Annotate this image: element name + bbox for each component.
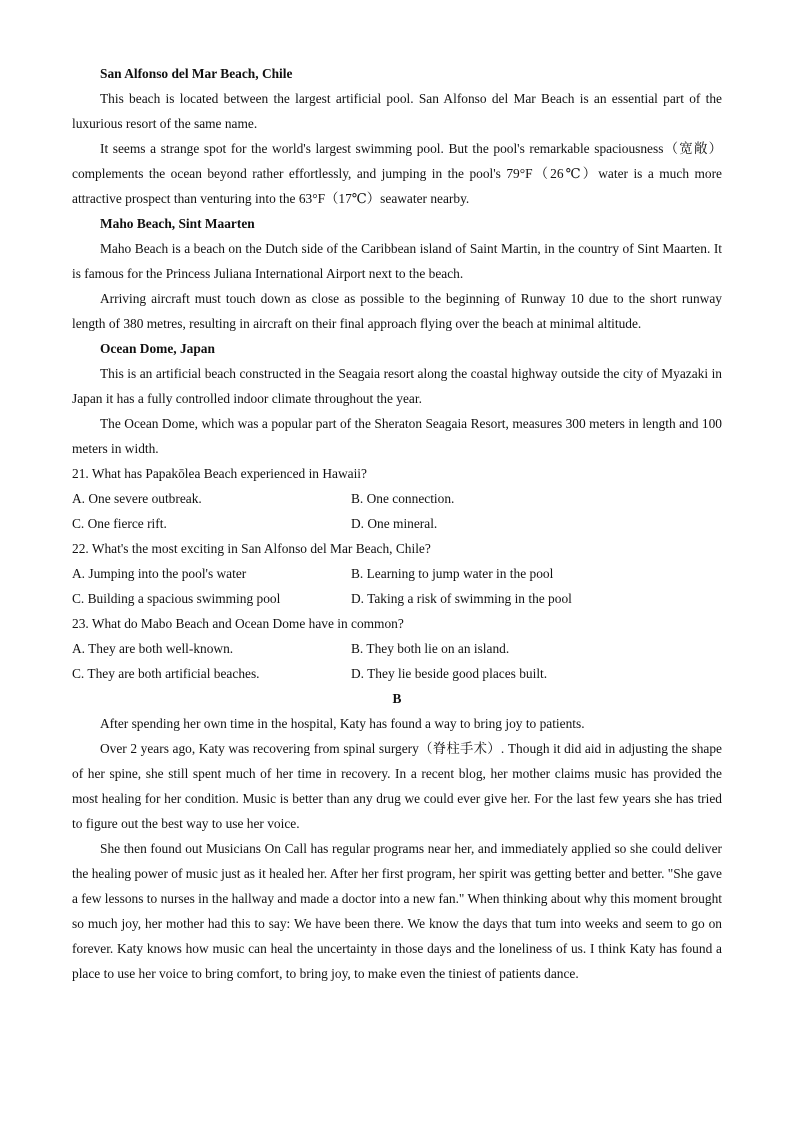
option-b: B. One connection.	[351, 491, 455, 506]
option-a: A. They are both well-known.	[72, 641, 234, 656]
question-stem: 22. What's the most exciting in San Alfonso del Mar Beach, Chile?	[72, 541, 431, 556]
paragraph: The Ocean Dome, which was a popular part of the Sheraton Seagaia Resort, measures 300 meters in length and 100 meters in width.	[72, 416, 722, 456]
question-stem: 21. What has Papakōlea Beach experienced in Hawaii?	[72, 466, 367, 481]
paragraph: She then found out Musicians On Call has regular programs near her, and immediately applied so she could deliver the healing power of music just as it healed her. After her first program, her spirit was getting better and better. "She gave a few lessons to nurses in the hallway and made a doctor into a new fan." When thinking about why this moment brought so much joy, her mother had this to say: We have been there. We know the days that tum into weeks and seem to go on forever. Katy knows how music can heal the uncertainty in those days and the loneliness of us. I think Katy has found a place to use her voice to bring comfort, to bring joy, to make even the tiniest of patients dance.	[72, 841, 722, 981]
paragraph: After spending her own time in the hospital, Katy has found a way to bring joy to patients.	[100, 716, 585, 731]
section-label-b: B	[392, 691, 402, 706]
question-options	[72, 636, 722, 686]
paragraph: This is an artificial beach constructed in the Seagaia resort along the coastal highway outside the city of Myazaki in Japan it has a fully controlled indoor climate throughout the year.	[72, 366, 722, 406]
option-a: A. One severe outbreak.	[72, 491, 202, 506]
paragraph: Over 2 years ago, Katy was recovering from spinal surgery（脊柱手术）. Though it did aid in adjusting the shape of her spine, she still spent much of her time in recovery. In a recent blog, her mother claims music has provided the most healing for her condition. Music is better than any drug we could ever give her. For the last few years she has tried to figure out the best way to use her voice.	[72, 741, 722, 831]
question-23	[72, 611, 722, 686]
question-options	[72, 486, 722, 536]
paragraph: Maho Beach is a beach on the Dutch side of the Caribbean island of Saint Martin, in the country of Sint Maarten. It is famous for the Princess Juliana International Airport next to the beach.	[72, 241, 722, 281]
question-22	[72, 536, 722, 611]
option-d: D. They lie beside good places built.	[351, 666, 548, 681]
heading-ocean-dome: Ocean Dome, Japan	[100, 341, 215, 356]
option-a: A. Jumping into the pool's water	[72, 566, 247, 581]
document-page	[72, 61, 722, 986]
question-stem: 23. What do Mabo Beach and Ocean Dome have in common?	[72, 616, 404, 631]
heading-maho-beach: Maho Beach, Sint Maarten	[100, 216, 255, 231]
option-b: B. They both lie on an island.	[351, 641, 510, 656]
paragraph: This beach is located between the largest artificial pool. San Alfonso del Mar Beach is an essential part of the luxurious resort of the same name.	[72, 91, 722, 131]
option-c: C. One fierce rift.	[72, 516, 167, 531]
paragraph: It seems a strange spot for the world's largest swimming pool. But the pool's remarkable spaciousness（宽敞）complements the ocean beyond rather effortlessly, and jumping in the pool's 79°F（26℃）water is a much more attractive prospect than venturing into the 63°F（17℃）seawater nearby.	[72, 141, 722, 206]
option-b: B. Learning to jump water in the pool	[351, 566, 554, 581]
heading-san-alfonso: San Alfonso del Mar Beach, Chile	[100, 66, 293, 81]
option-c: C. They are both artificial beaches.	[72, 666, 260, 681]
option-d: D. One mineral.	[351, 516, 438, 531]
question-options	[72, 561, 722, 611]
paragraph: Arriving aircraft must touch down as close as possible to the beginning of Runway 10 due to the short runway length of 380 metres, resulting in aircraft on their final approach flying over the beach at minimal altitude.	[72, 291, 722, 331]
question-21	[72, 461, 722, 536]
option-d: D. Taking a risk of swimming in the pool	[351, 591, 572, 606]
option-c: C. Building a spacious swimming pool	[72, 591, 281, 606]
